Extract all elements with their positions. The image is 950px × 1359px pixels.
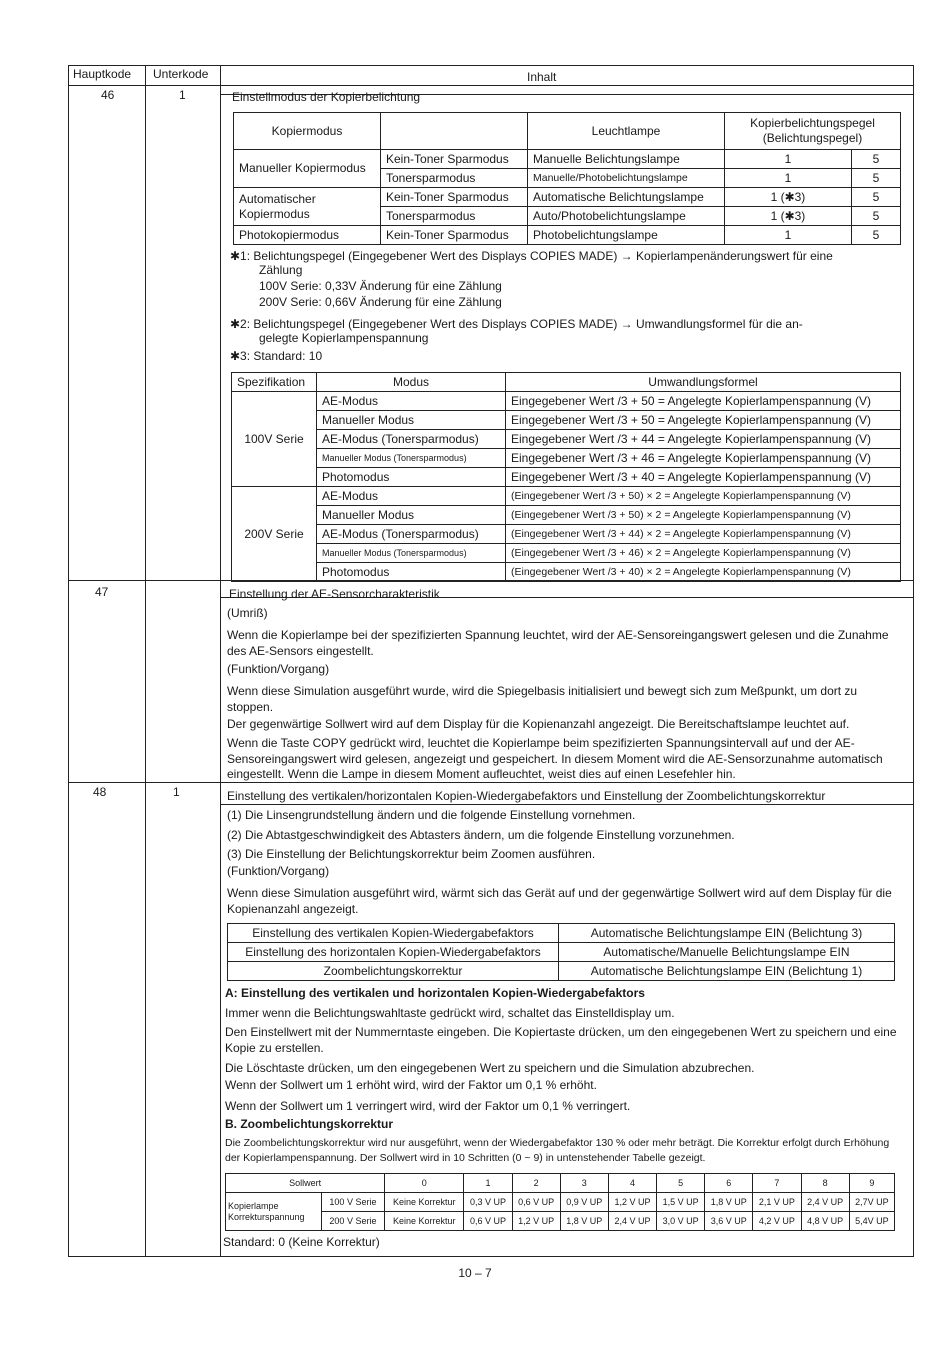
copy-sub-2: Kein-Toner Sparmodus bbox=[381, 188, 528, 207]
zoom-rowlabel-1: Kopierlampe bbox=[228, 1200, 279, 1211]
zoom-100-4: 1,2 V UP bbox=[608, 1193, 656, 1212]
header-inhalt: Inhalt bbox=[527, 70, 557, 84]
copy-table-h4: Kopierbelichtungspegel (Belichtungspegel) bbox=[725, 113, 901, 150]
map-r-1: Automatische/Manuelle Belichtungslampe EIN bbox=[559, 943, 895, 962]
formula-100-0: Eingegebener Wert /3 + 50 = Angelegte Kopierlampenspannung (V) bbox=[506, 392, 901, 411]
zoom-200-4: 2,4 V UP bbox=[608, 1212, 656, 1231]
zoom-200-5: 3,0 V UP bbox=[657, 1212, 705, 1231]
col-divider-2 bbox=[220, 66, 221, 1256]
zoom-step-5: 5 bbox=[657, 1174, 705, 1193]
copy-table-h3: Leuchtlampe bbox=[528, 113, 725, 150]
s47-umriss: (Umriß) bbox=[227, 606, 268, 620]
copy-level-b-1: 5 bbox=[851, 169, 900, 188]
copy-level-a-4: 1 bbox=[725, 226, 852, 245]
zoom-rowlabel bbox=[226, 1193, 322, 1231]
note-1b: Zählung bbox=[259, 263, 303, 277]
zoom-100-1: 0,3 V UP bbox=[464, 1193, 512, 1212]
mode-200-0: AE-Modus bbox=[317, 487, 506, 506]
copy-table-h1: Kopiermodus bbox=[234, 113, 381, 150]
map-l-0: Einstellung des vertikalen Kopien-Wiedergabefaktors bbox=[228, 924, 559, 943]
s48-item-3: (3) Die Einstellung der Belichtungskorrektur beim Zoomen ausführen. bbox=[227, 847, 596, 861]
zoom-step-7: 7 bbox=[753, 1174, 801, 1193]
copy-lamp-4: Photobelichtungslampe bbox=[528, 226, 725, 245]
copy-mode-auto: Automatischer Kopiermodus bbox=[234, 188, 381, 226]
formula-200-3: (Eingegebener Wert /3 + 46) × 2 = Angelegte Kopierlampenspannung (V) bbox=[506, 544, 901, 563]
copy-lamp-1: Manuelle/Photobelichtungslampe bbox=[528, 169, 725, 188]
header-hauptkode: Hauptkode bbox=[73, 67, 132, 81]
note-2a: ✱2: Belichtungspegel (Eingegebener Wert des Displays COPIES MADE) → Umwandlungsformel für die an- bbox=[230, 317, 803, 331]
copy-level-a-3: 1 (✱3) bbox=[725, 207, 852, 226]
formula-h3: Umwandlungsformel bbox=[506, 373, 901, 392]
copy-lamp-2: Automatische Belichtungslampe bbox=[528, 188, 725, 207]
zoom-200-2: 1,2 V UP bbox=[512, 1212, 560, 1231]
note-3: ✱3: Standard: 10 bbox=[230, 349, 323, 363]
zoom-100-6: 1,8 V UP bbox=[705, 1193, 753, 1212]
main-code-46: 46 bbox=[101, 88, 115, 102]
copy-lamp-3: Auto/Photobelichtungslampe bbox=[528, 207, 725, 226]
formula-200-4: (Eingegebener Wert /3 + 40) × 2 = Angelegte Kopierlampenspannung (V) bbox=[506, 563, 901, 582]
map-r-0: Automatische Belichtungslampe EIN (Belichtung 3) bbox=[559, 924, 895, 943]
mode-200-4: Photomodus bbox=[317, 563, 506, 582]
zoom-step-6: 6 bbox=[705, 1174, 753, 1193]
mode-100-1: Manueller Modus bbox=[317, 411, 506, 430]
zoom-step-1: 1 bbox=[464, 1174, 512, 1193]
zoom-100-8: 2,4 V UP bbox=[801, 1193, 849, 1212]
copy-mode-manual: Manueller Kopiermodus bbox=[234, 150, 381, 188]
zoom-step-8: 8 bbox=[801, 1174, 849, 1193]
note-2b: gelegte Kopierlampenspannung bbox=[259, 331, 429, 345]
copy-sub-1: Tonersparmodus bbox=[381, 169, 528, 188]
header-divider bbox=[69, 85, 913, 86]
copy-sub-4: Kein-Toner Sparmodus bbox=[381, 226, 528, 245]
s48-item-2: (2) Die Abtastgeschwindigkeit des Abtasters ändern, um die folgende Einstellung vorzunehmen. bbox=[227, 828, 735, 842]
mode-200-2: AE-Modus (Tonersparmodus) bbox=[317, 525, 506, 544]
s48-funktion: (Funktion/Vorgang) bbox=[227, 864, 330, 878]
copy-lamp-0: Manuelle Belichtungslampe bbox=[528, 150, 725, 169]
zoom-200-9: 5,4V UP bbox=[849, 1212, 894, 1231]
zoom-100-5: 1,5 V UP bbox=[657, 1193, 705, 1212]
formula-100-2: Eingegebener Wert /3 + 44 = Angelegte Kopierlampenspannung (V) bbox=[506, 430, 901, 449]
s48-b1: Die Zoombelichtungskorrektur wird nur ausgeführt, wenn der Wiedergabefaktor 130 % oder mehr beträgt. Die Korrektur erfolgt durch Erhöhung der Kopierlampenspannung. Der Sollwert wird in 10 Schritten (0 ~ 9) in untenstehender Tabelle gezeigt. bbox=[225, 1137, 890, 1164]
copy-sub-0: Kein-Toner Sparmodus bbox=[381, 150, 528, 169]
zoom-step-3: 3 bbox=[560, 1174, 608, 1193]
formula-100-4: Eingegebener Wert /3 + 40 = Angelegte Kopierlampenspannung (V) bbox=[506, 468, 901, 487]
s48-standard: Standard: 0 (Keine Korrektur) bbox=[223, 1235, 380, 1249]
zoom-step-2: 2 bbox=[512, 1174, 560, 1193]
s47-p4: Wenn die Taste COPY gedrückt wird, leuchtet die Kopierlampe beim spezifizierten Spannungsintervall auf und der AE-Sensoreingangswert wird gelesen, angezeigt und gespeichert. In diesem Moment wird die AE-Sensorzunahme automatisch eingestellt. Wenn die Lampe in diesem Moment aufleuchtet, weist dies auf einen Lesefehler hin. bbox=[227, 736, 883, 781]
formula-h1: Spezifikation bbox=[232, 373, 317, 392]
adjust-map-table bbox=[227, 923, 895, 981]
mode-100-2: AE-Modus (Tonersparmodus) bbox=[317, 430, 506, 449]
main-code-48: 48 bbox=[93, 785, 107, 799]
zoom-200-7: 4,2 V UP bbox=[753, 1212, 801, 1231]
s48-p1: Wenn diese Simulation ausgeführt wird, wärmt sich das Gerät auf und der gegenwärtige Sollwert wird auf dem Display für die Kopienanzahl angezeigt. bbox=[227, 886, 892, 916]
sub-code-48: 1 bbox=[173, 785, 180, 799]
s47-p3: Der gegenwärtige Sollwert wird auf dem Display für die Kopienanzahl angezeigt. Die Bereitschaftslampe leuchtet auf. bbox=[227, 717, 850, 731]
zoom-step-0: 0 bbox=[385, 1174, 464, 1193]
copy-mode-table bbox=[233, 112, 901, 245]
zoom-200-3: 1,8 V UP bbox=[560, 1212, 608, 1231]
s47-p2: Wenn diese Simulation ausgeführt wurde, wird die Spiegelbasis initialisiert und bewegt sich zum Meßpunkt, um dort zu stoppen. bbox=[227, 684, 858, 714]
zoom-sollwert-label: Sollwert bbox=[226, 1174, 385, 1193]
s48-item-1: (1) Die Linsengrundstellung ändern und die folgende Einstellung vornehmen. bbox=[227, 808, 636, 822]
zoom-100-3: 0,9 V UP bbox=[560, 1193, 608, 1212]
note-1a: ✱1: Belichtungspegel (Eingegebener Wert des Displays COPIES MADE) → Kopierlampenänderungswert für eine bbox=[230, 249, 833, 263]
title-divider-48 bbox=[220, 804, 913, 805]
zoom-200-8: 4,8 V UP bbox=[801, 1212, 849, 1231]
header-unterkode: Unterkode bbox=[153, 67, 209, 81]
zoom-100-9: 2,7V UP bbox=[849, 1193, 894, 1212]
copy-level-b-4: 5 bbox=[851, 226, 900, 245]
zoom-200-1: 0,6 V UP bbox=[464, 1212, 512, 1231]
zoom-correction-table bbox=[225, 1173, 895, 1231]
zoom-100-2: 0,6 V UP bbox=[512, 1193, 560, 1212]
map-l-2: Zoombelichtungskorrektur bbox=[228, 962, 559, 981]
mode-200-3: Manueller Modus (Tonersparmodus) bbox=[317, 544, 506, 563]
zoom-200-6: 3,6 V UP bbox=[705, 1212, 753, 1231]
formula-table bbox=[231, 372, 901, 582]
sub-code-46: 1 bbox=[179, 88, 186, 102]
zoom-step-9: 9 bbox=[849, 1174, 894, 1193]
mode-100-4: Photomodus bbox=[317, 468, 506, 487]
copy-level-a-0: 1 bbox=[725, 150, 852, 169]
group-200v: 200V Serie bbox=[232, 487, 317, 582]
zoom-step-4: 4 bbox=[608, 1174, 656, 1193]
formula-100-1: Eingegebener Wert /3 + 50 = Angelegte Kopierlampenspannung (V) bbox=[506, 411, 901, 430]
zoom-100-7: 2,1 V UP bbox=[753, 1193, 801, 1212]
map-r-2: Automatische Belichtungslampe EIN (Belichtung 1) bbox=[559, 962, 895, 981]
copy-sub-3: Tonersparmodus bbox=[381, 207, 528, 226]
page-number: 10 – 7 bbox=[458, 1266, 492, 1280]
section-title-47: Einstellung der AE-Sensorcharakteristik bbox=[229, 587, 440, 601]
mode-100-3: Manueller Modus (Tonersparmodus) bbox=[317, 449, 506, 468]
s48-a1: Immer wenn die Belichtungswahltaste gedrückt wird, schaltet das Einstelldisplay um. bbox=[225, 1006, 675, 1020]
copy-level-b-3: 5 bbox=[851, 207, 900, 226]
map-l-1: Einstellung des horizontalen Kopien-Wiedergabefaktors bbox=[228, 943, 559, 962]
note-1d: 200V Serie: 0,66V Änderung für eine Zählung bbox=[259, 295, 502, 309]
s48-a5: Wenn der Sollwert um 1 verringert wird, wird der Faktor um 0,1 % verringert. bbox=[225, 1099, 631, 1113]
s47-p1: Wenn die Kopierlampe bei der spezifizierten Spannung leuchtet, wird der AE-Sensoreingangswert gelesen und die Zunahme des AE-Sensors eingestellt. bbox=[227, 628, 889, 658]
formula-200-1: (Eingegebener Wert /3 + 50) × 2 = Angelegte Kopierlampenspannung (V) bbox=[506, 506, 901, 525]
formula-100-3: Eingegebener Wert /3 + 46 = Angelegte Kopierlampenspannung (V) bbox=[506, 449, 901, 468]
zoom-s200: 200 V Serie bbox=[321, 1212, 384, 1231]
section-title-46: Einstellmodus der Kopierbelichtung bbox=[232, 90, 421, 104]
formula-200-0: (Eingegebener Wert /3 + 50) × 2 = Angelegte Kopierlampenspannung (V) bbox=[506, 487, 901, 506]
s48-a-title: A: Einstellung des vertikalen und horizontalen Kopien-Wiedergabefaktors bbox=[225, 986, 645, 1000]
zoom-s100: 100 V Serie bbox=[321, 1193, 384, 1212]
s48-b-title: B. Zoombelichtungskorrektur bbox=[225, 1117, 394, 1131]
copy-mode-photo: Photokopiermodus bbox=[234, 226, 381, 245]
col-divider-1 bbox=[145, 66, 146, 1256]
copy-level-b-0: 5 bbox=[851, 150, 900, 169]
formula-h2: Modus bbox=[317, 373, 506, 392]
group-100v: 100V Serie bbox=[232, 392, 317, 487]
main-code-47: 47 bbox=[95, 585, 109, 599]
copy-level-b-2: 5 bbox=[851, 188, 900, 207]
s47-funktion: (Funktion/Vorgang) bbox=[227, 662, 330, 676]
s48-a3: Die Löschtaste drücken, um den eingegebenen Wert zu speichern und die Simulation abzubrechen. bbox=[225, 1061, 755, 1075]
copy-level-a-2: 1 (✱3) bbox=[725, 188, 852, 207]
note-1c: 100V Serie: 0,33V Änderung für eine Zählung bbox=[259, 279, 502, 293]
zoom-rowlabel-2: Korrekturspannung bbox=[228, 1211, 305, 1222]
mode-100-0: AE-Modus bbox=[317, 392, 506, 411]
copy-table-h2 bbox=[381, 113, 528, 150]
formula-200-2: (Eingegebener Wert /3 + 44) × 2 = Angelegte Kopierlampenspannung (V) bbox=[506, 525, 901, 544]
section-title-48: Einstellung des vertikalen/horizontalen Kopien-Wiedergabefaktors und Einstellung der Zoombelichtungskorrektur bbox=[227, 789, 826, 803]
s48-a4: Wenn der Sollwert um 1 erhöht wird, wird der Faktor um 0,1 % erhöht. bbox=[225, 1078, 597, 1092]
zoom-100-0: Keine Korrektur bbox=[385, 1193, 464, 1212]
page-frame bbox=[68, 65, 914, 1257]
mode-200-1: Manueller Modus bbox=[317, 506, 506, 525]
zoom-200-0: Keine Korrektur bbox=[385, 1212, 464, 1231]
copy-level-a-1: 1 bbox=[725, 169, 852, 188]
s48-a2: Den Einstellwert mit der Nummerntaste eingeben. Die Kopiertaste drücken, um den eingegebenen Wert zu speichern und eine Kopie zu erstellen. bbox=[225, 1025, 897, 1055]
